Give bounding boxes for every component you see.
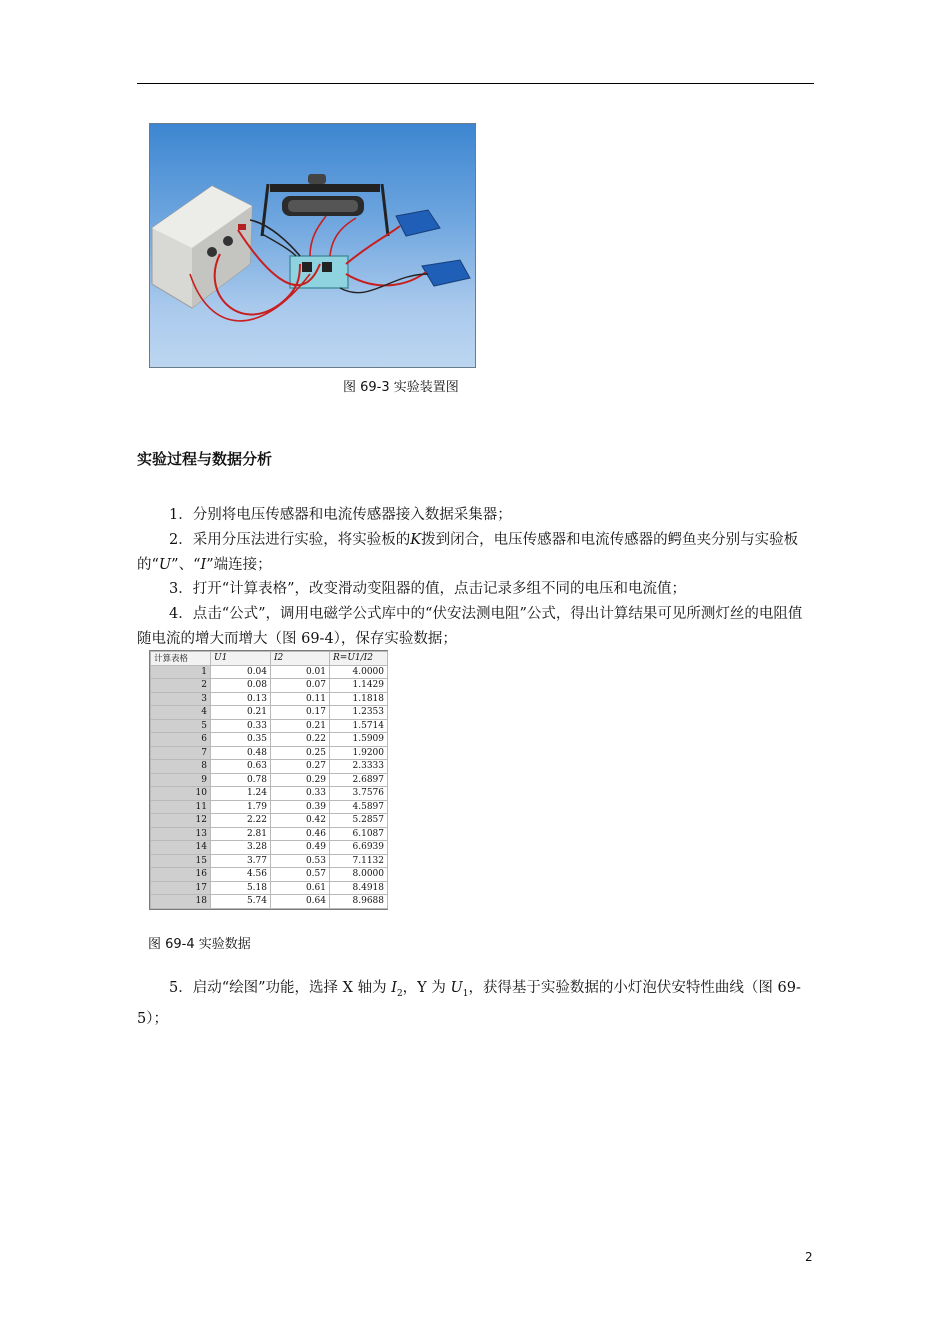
table-cell: 1.24	[211, 787, 271, 801]
row-index-cell: 12	[151, 814, 211, 828]
table-cell: 0.25	[271, 746, 330, 760]
table-cell: 1.9200	[330, 746, 388, 760]
table-cell: 8.4918	[330, 881, 388, 895]
table-cell: 8.0000	[330, 868, 388, 882]
table-cell: 0.11	[271, 692, 330, 706]
row-index-cell: 18	[151, 895, 211, 909]
step-2-text-b: 拨到闭合，电压传感器和电流传感器的鳄鱼夹分别与实验板的“	[137, 532, 799, 573]
step-4	[137, 602, 815, 652]
table-cell: 0.49	[271, 841, 330, 855]
table-cell: 0.17	[271, 706, 330, 720]
step-5	[137, 976, 815, 1032]
row-index-cell: 10	[151, 787, 211, 801]
table-header-row	[151, 652, 388, 666]
step-2-text-c: ”、“	[171, 557, 201, 573]
table-cell: 2.6897	[330, 773, 388, 787]
table-row	[151, 719, 388, 733]
step-2-text-a: 2．采用分压法进行实验，将实验板的	[169, 532, 411, 548]
table-cell: 1.79	[211, 800, 271, 814]
table-cell: 0.01	[271, 665, 330, 679]
step-5-text-b: ，Y 为	[402, 980, 451, 996]
apparatus-illustration	[150, 124, 476, 368]
table-row	[151, 854, 388, 868]
table-cell: 0.04	[211, 665, 271, 679]
header-rule	[137, 83, 814, 84]
table-cell: 0.33	[211, 719, 271, 733]
row-index-cell: 7	[151, 746, 211, 760]
row-index-cell: 13	[151, 827, 211, 841]
table-cell: 0.08	[211, 679, 271, 693]
step-1-text: 1．分别将电压传感器和电流传感器接入数据采集器；	[169, 507, 512, 523]
table-header: I2	[271, 652, 330, 666]
table-cell: 6.1087	[330, 827, 388, 841]
table-row	[151, 895, 388, 909]
table-cell: 0.46	[271, 827, 330, 841]
table-header: U1	[211, 652, 271, 666]
page-number: 2	[805, 1250, 813, 1264]
table-row	[151, 692, 388, 706]
table-cell: 1.1429	[330, 679, 388, 693]
row-index-cell: 11	[151, 800, 211, 814]
section-heading: 实验过程与数据分析	[137, 450, 273, 468]
row-index-cell: 3	[151, 692, 211, 706]
row-index-cell: 8	[151, 760, 211, 774]
table-cell: 0.78	[211, 773, 271, 787]
table-cell: 4.56	[211, 868, 271, 882]
step-3-text: 3．打开“计算表格”，改变滑动变阻器的值，点击记录多组不同的电压和电流值；	[169, 581, 687, 597]
apparatus-photo	[149, 123, 476, 368]
row-index-cell: 14	[151, 841, 211, 855]
table-cell: 3.77	[211, 854, 271, 868]
step-4-text: 4．点击“公式”，调用电磁学公式库中的“伏安法测电阻”公式，得出计算结果可见所测灯丝的电阻值随电流的增大而增大（图 69-4），保存实验数据；	[137, 606, 803, 647]
step-5-i: I	[391, 980, 397, 996]
table-cell: 2.3333	[330, 760, 388, 774]
table-cell: 5.2857	[330, 814, 388, 828]
table-cell: 3.28	[211, 841, 271, 855]
data-table	[149, 650, 388, 910]
table-cell: 0.21	[211, 706, 271, 720]
table-row	[151, 814, 388, 828]
table-row	[151, 827, 388, 841]
table-row	[151, 706, 388, 720]
step-2-i: I	[200, 557, 207, 573]
table-cell: 5.74	[211, 895, 271, 909]
table-cell: 0.21	[271, 719, 330, 733]
table-cell: 4.0000	[330, 665, 388, 679]
table-cell: 2.22	[211, 814, 271, 828]
row-index-cell: 4	[151, 706, 211, 720]
table-cell: 0.42	[271, 814, 330, 828]
step-1	[137, 503, 815, 528]
table-cell: 1.5714	[330, 719, 388, 733]
table-cell: 7.1132	[330, 854, 388, 868]
table-row	[151, 868, 388, 882]
row-index-cell: 1	[151, 665, 211, 679]
table-row	[151, 665, 388, 679]
table-row	[151, 881, 388, 895]
table-cell: 0.57	[271, 868, 330, 882]
table-body	[151, 665, 388, 908]
figure-caption-69-4: 图 69-4 实验数据	[148, 937, 251, 952]
step-5-text-a: 5．启动“绘图”功能，选择 X 轴为	[169, 980, 392, 996]
table-cell: 4.5897	[330, 800, 388, 814]
table-cell: 0.07	[271, 679, 330, 693]
table-cell: 2.81	[211, 827, 271, 841]
table-cell: 0.13	[211, 692, 271, 706]
table-row	[151, 787, 388, 801]
table-cell: 0.35	[211, 733, 271, 747]
table-cell: 0.22	[271, 733, 330, 747]
table-cell: 0.27	[271, 760, 330, 774]
table-cell: 0.61	[271, 881, 330, 895]
table-cell: 8.9688	[330, 895, 388, 909]
calc-table	[150, 651, 388, 909]
row-index-cell: 2	[151, 679, 211, 693]
step-2-k: K	[410, 532, 422, 548]
step-2-text-d: ”端连接；	[206, 557, 272, 573]
table-cell: 0.33	[271, 787, 330, 801]
step-2	[137, 528, 815, 578]
table-row	[151, 800, 388, 814]
table-row	[151, 841, 388, 855]
table-cell: 0.39	[271, 800, 330, 814]
row-index-cell: 16	[151, 868, 211, 882]
table-header: 计算表格	[151, 652, 211, 666]
step-5-text-c: ，获得基于实验数据的小灯泡伏安特性曲线（图 69-5）；	[137, 980, 801, 1027]
table-cell: 0.64	[271, 895, 330, 909]
step-3	[137, 577, 815, 602]
row-index-cell: 9	[151, 773, 211, 787]
table-row	[151, 733, 388, 747]
table-row	[151, 679, 388, 693]
row-index-cell: 5	[151, 719, 211, 733]
step-5-i-sub: 2	[396, 988, 403, 999]
table-row	[151, 760, 388, 774]
table-cell: 1.2353	[330, 706, 388, 720]
table-cell: 0.53	[271, 854, 330, 868]
table-row	[151, 773, 388, 787]
table-cell: 1.5909	[330, 733, 388, 747]
table-cell: 0.29	[271, 773, 330, 787]
row-index-cell: 15	[151, 854, 211, 868]
row-index-cell: 6	[151, 733, 211, 747]
step-5-u-sub: 1	[462, 988, 469, 999]
table-cell: 0.48	[211, 746, 271, 760]
table-cell: 1.1818	[330, 692, 388, 706]
step-2-u: U	[158, 557, 172, 573]
table-row	[151, 746, 388, 760]
row-index-cell: 17	[151, 881, 211, 895]
figure-caption-69-3: 图 69-3 实验装置图	[343, 380, 459, 395]
table-cell: 5.18	[211, 881, 271, 895]
step-5-u: U	[450, 980, 463, 996]
table-header: R=U1/I2	[330, 652, 388, 666]
table-cell: 3.7576	[330, 787, 388, 801]
table-cell: 6.6939	[330, 841, 388, 855]
table-cell: 0.63	[211, 760, 271, 774]
